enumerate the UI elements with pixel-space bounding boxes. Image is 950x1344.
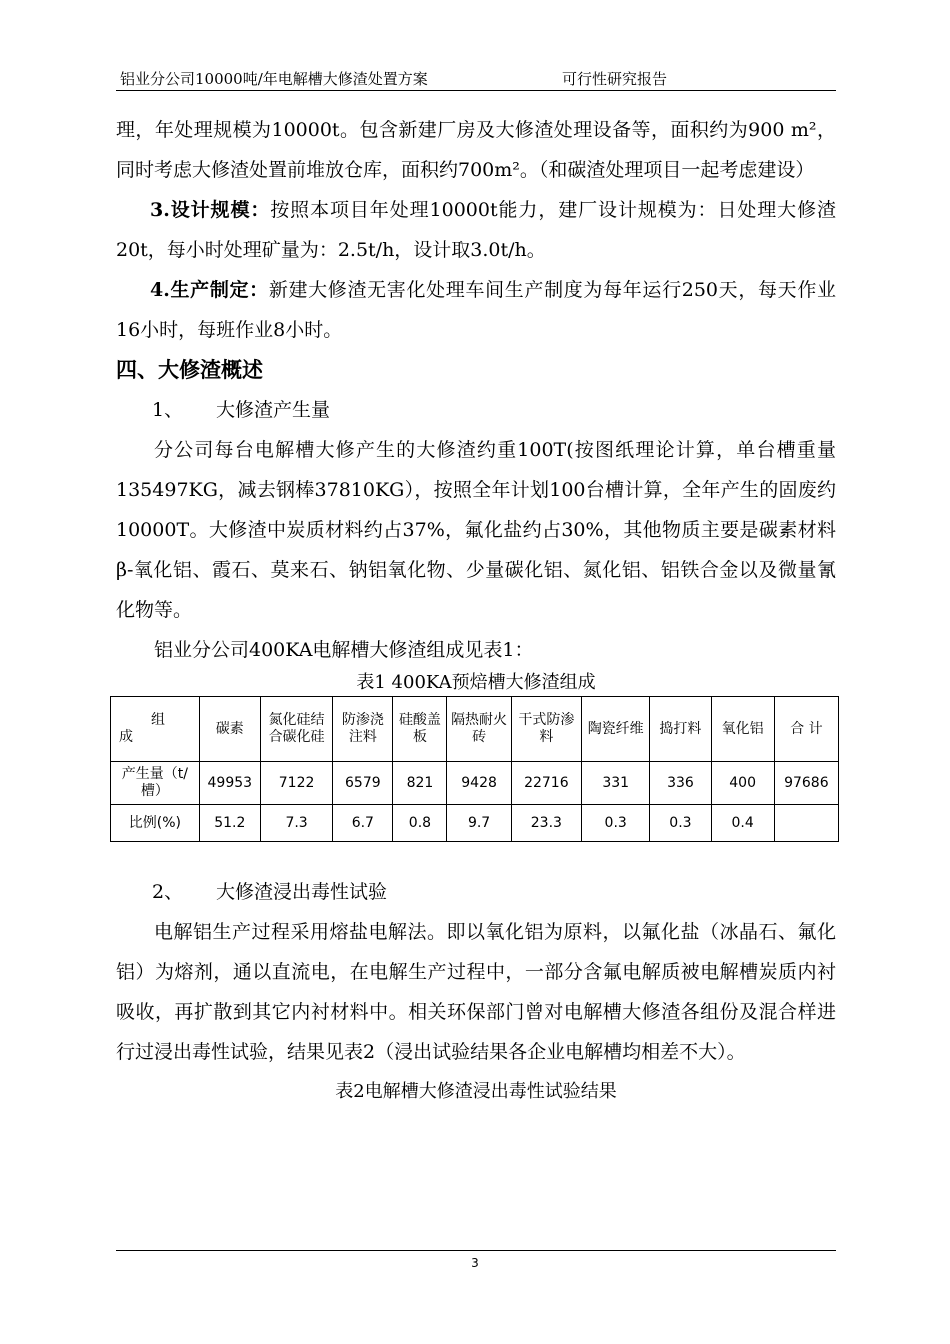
table-cell: 6579 — [333, 762, 393, 805]
table-cell: 336 — [650, 762, 711, 805]
subsection-1-number: 1、 — [152, 399, 184, 421]
col-header: 硅酸盖板 — [393, 697, 447, 762]
col-header: 碳素 — [199, 697, 260, 762]
spacer — [116, 842, 836, 872]
col-header: 防渗浇注料 — [333, 697, 393, 762]
corner-bottom: 成 — [119, 729, 133, 745]
production-schedule-label: 4.生产制定： — [150, 279, 269, 301]
table-cell: 400 — [711, 762, 774, 805]
table-row — [111, 805, 839, 842]
paragraph-scale: 理，年处理规模为10000t。包含新建厂房及大修渣处理设备等，面积约为900 m²，同时考虑大修渣处置前堆放仓库，面积约700m²。（和碳渣处理项目一起考虑建设） — [116, 119, 836, 181]
col-header: 氧化铝 — [711, 697, 774, 762]
table-cell: 6.7 — [333, 805, 393, 842]
footer-divider — [116, 1250, 836, 1251]
subsection-2-title: 大修渣浸出毒性试验 — [216, 881, 388, 903]
production-schedule-text: 新建大修渣无害化处理车间生产制度为每年运行250天，每天作业16小时，每班作业8小时。 — [116, 279, 836, 341]
table-cell: 9428 — [447, 762, 511, 805]
table-cell: 0.4 — [711, 805, 774, 842]
paragraph-table1-intro: 铝业分公司400KA电解槽大修渣组成见表1： — [154, 639, 534, 661]
table-cell: 23.3 — [511, 805, 581, 842]
table-cell: 331 — [582, 762, 650, 805]
row-label: 比例(%) — [111, 805, 200, 842]
table-cell: 7122 — [260, 762, 332, 805]
col-header: 隔热耐火砖 — [447, 697, 511, 762]
subsection-2-heading — [116, 872, 836, 912]
subsection-1-heading — [116, 390, 836, 430]
subsection-2-number: 2、 — [152, 881, 184, 903]
section-heading: 四、大修渣概述 — [116, 357, 263, 382]
table-cell: 0.8 — [393, 805, 447, 842]
page-header — [116, 66, 836, 91]
table-cell: 9.7 — [447, 805, 511, 842]
table-cell: 0.3 — [650, 805, 711, 842]
paragraph-design-scale — [116, 190, 836, 270]
col-header: 合 计 — [774, 697, 838, 762]
design-scale-text: 按照本项目年处理10000t能力，建厂设计规模为：日处理大修渣20t，每小时处理矿量为：2.5t/h，设计取3.0t/h。 — [116, 199, 836, 261]
header-report-type: 可行性研究报告 — [562, 70, 668, 88]
table1-caption: 表1 400KA预焙槽大修渣组成 — [356, 672, 596, 693]
page-number: 3 — [471, 1256, 479, 1270]
paragraph-production-schedule — [116, 270, 836, 350]
table-corner-cell — [111, 697, 200, 762]
paragraph-leaching-test: 电解铝生产过程采用熔盐电解法。即以氧化铝为原料，以氟化盐（冰晶石、氟化铝）为熔剂，通以直流电，在电解生产过程中，一部分含氟电解质被电解槽炭质内衬吸收，再扩散到其它内衬材料中。相关环保部门曾对电解槽大修渣各组份及混合样进行过浸出毒性试验，结果见表2（浸出试验结果各企业电解槽均相差不大）。 — [116, 921, 836, 1063]
col-header: 氮化硅结合碳化硅 — [260, 697, 332, 762]
header-document-title: 铝业分公司10000吨/年电解槽大修渣处置方案 — [120, 70, 428, 88]
col-header: 捣打料 — [650, 697, 711, 762]
table1-residue-composition — [110, 696, 839, 842]
table-row — [111, 762, 839, 805]
table-cell: 22716 — [511, 762, 581, 805]
table-cell: 49953 — [199, 762, 260, 805]
row-label: 产生量（t/槽） — [111, 762, 200, 805]
table-cell: 0.3 — [582, 805, 650, 842]
table-cell: 51.2 — [199, 805, 260, 842]
table-cell: 97686 — [774, 762, 838, 805]
table-cell — [774, 805, 838, 842]
table-header-row — [111, 697, 839, 762]
paragraph-overhaul-residue-amount: 分公司每台电解槽大修产生的大修渣约重100T(按图纸理论计算，单台槽重量135497KG，减去钢棒37810KG），按照全年计划100台槽计算，全年产生的固废约10000T。大修渣中炭质材料约占37%，氟化盐约占30%，其他物质主要是碳素材料β-氧化铝、霞石、莫来石、钠铝氧化物、少量碳化铝、氮化铝、铝铁合金以及微量氰化物等。 — [116, 439, 836, 621]
page-body — [116, 110, 836, 1112]
col-header: 干式防渗料 — [511, 697, 581, 762]
design-scale-label: 3.设计规模： — [150, 199, 271, 221]
subsection-1-title: 大修渣产生量 — [216, 399, 331, 421]
corner-top: 组 — [151, 712, 165, 728]
table-cell: 821 — [393, 762, 447, 805]
table2-caption: 表2电解槽大修渣浸出毒性试验结果 — [335, 1081, 617, 1102]
col-header: 陶瓷纤维 — [582, 697, 650, 762]
table-cell: 7.3 — [260, 805, 332, 842]
